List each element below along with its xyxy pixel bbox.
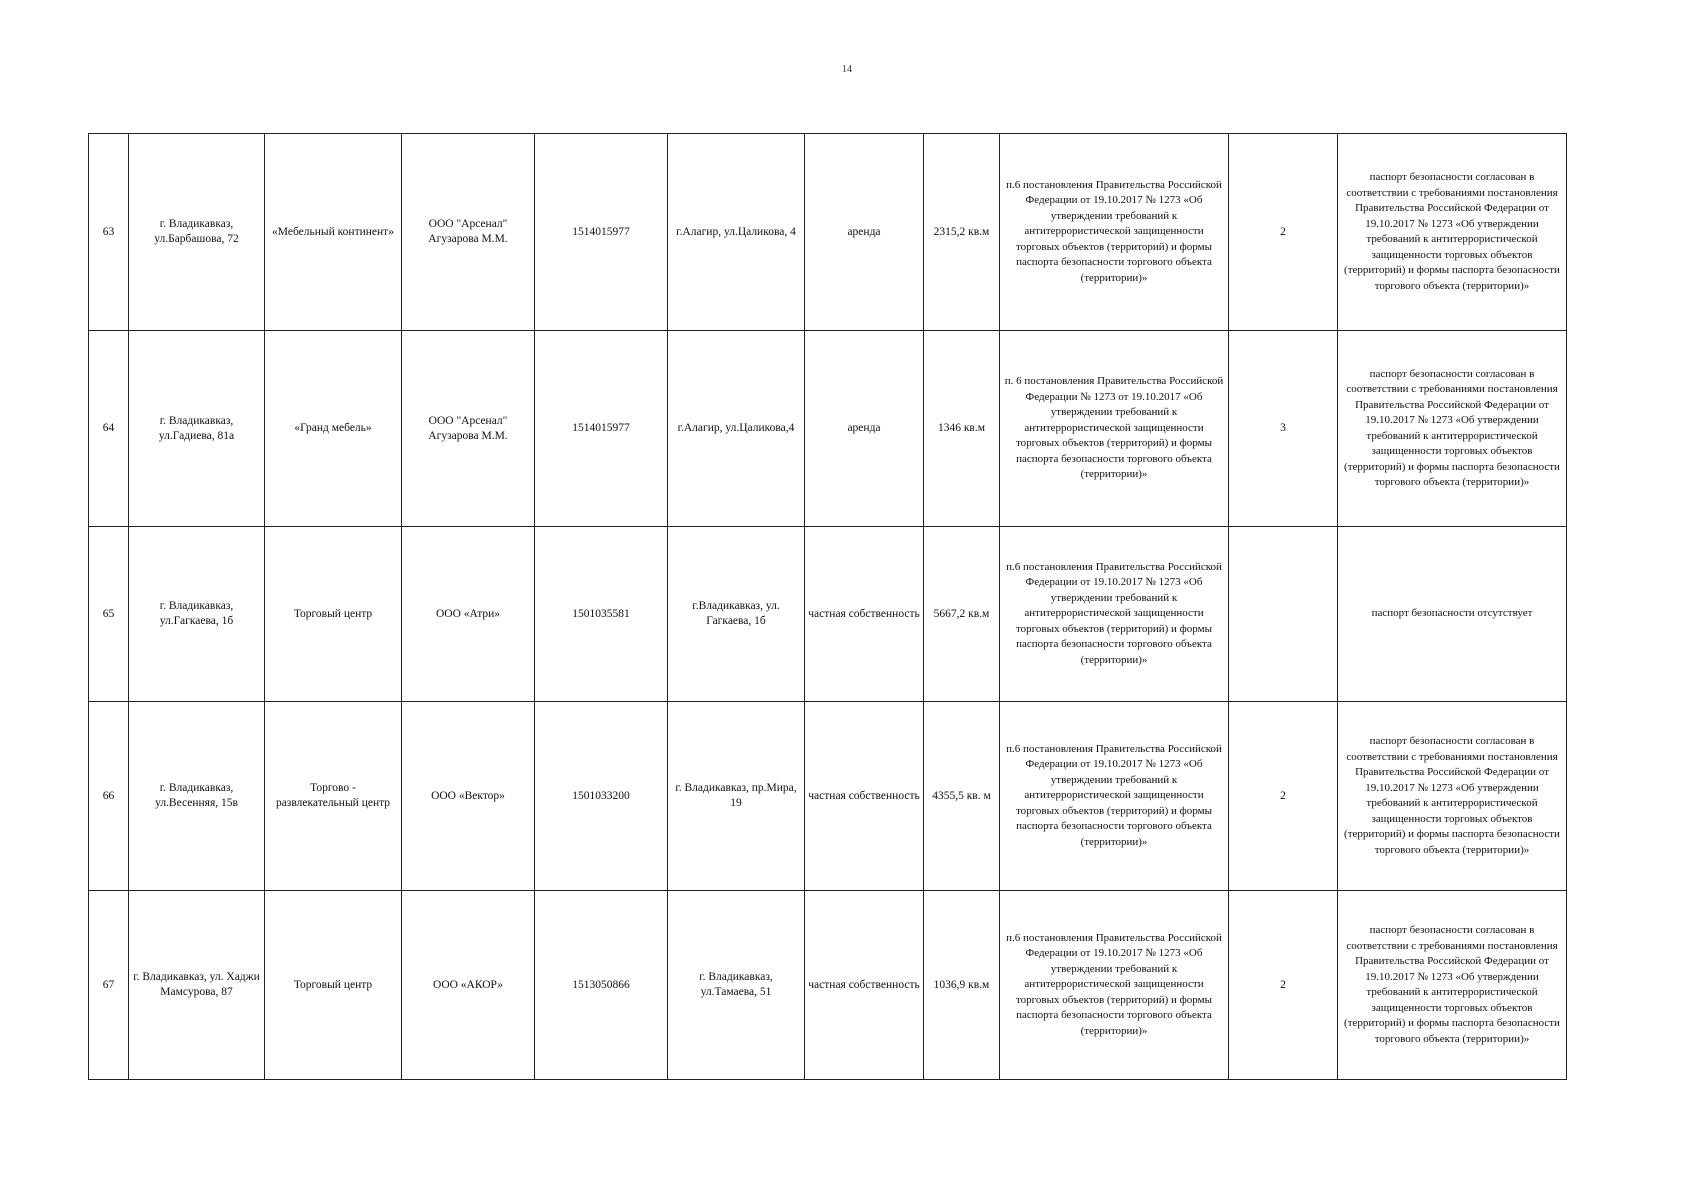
owner-legal-address: г.Алагир, ул.Цаликова, 4 xyxy=(668,134,805,331)
object-area: 1346 кв.м xyxy=(924,331,1000,527)
object-area: 5667,2 кв.м xyxy=(924,527,1000,702)
passport-status: паспорт безопасности согласован в соответствии с требованиями постановления Правительства Российской Федерации от 19.10.2017 № 1273 «Об утверждении требований к антитеррористической защищенности торговых объектов (территорий) и формы паспорта безопасности торгового объекта (территории)» xyxy=(1338,331,1567,527)
legal-basis: п.6 постановления Правительства Российской Федерации от 19.10.2017 № 1273 «Об утверждении требований к антитеррористической защищенности торговых объектов (территорий) и формы паспорта безопасности торгового объекта (территории)» xyxy=(1000,891,1229,1080)
table-row xyxy=(89,702,1567,891)
object-address: г. Владикавказ, ул.Гадиева, 81а xyxy=(129,331,265,527)
ownership-type: аренда xyxy=(805,331,924,527)
table-row xyxy=(89,527,1567,702)
owner-name: ООО «Вектор» xyxy=(402,702,535,891)
category: 3 xyxy=(1229,331,1338,527)
object-name: Торгово - развлекательный центр xyxy=(265,702,402,891)
owner-legal-address: г. Владикавказ, пр.Мира, 19 xyxy=(668,702,805,891)
object-address: г. Владикавказ, ул.Гагкаева, 1б xyxy=(129,527,265,702)
owner-name: ООО "Арсенал" Агузарова М.М. xyxy=(402,331,535,527)
owner-legal-address: г.Алагир, ул.Цаликова,4 xyxy=(668,331,805,527)
owner-inn: 1501033200 xyxy=(535,702,668,891)
category: 2 xyxy=(1229,134,1338,331)
ownership-type: частная собственность xyxy=(805,702,924,891)
object-area: 4355,5 кв. м xyxy=(924,702,1000,891)
row-number: 66 xyxy=(89,702,129,891)
ownership-type: частная собственность xyxy=(805,527,924,702)
ownership-type: аренда xyxy=(805,134,924,331)
object-name: «Гранд мебель» xyxy=(265,331,402,527)
object-area: 1036,9 кв.м xyxy=(924,891,1000,1080)
category: 2 xyxy=(1229,702,1338,891)
object-area: 2315,2 кв.м xyxy=(924,134,1000,331)
owner-inn: 1514015977 xyxy=(535,331,668,527)
owner-name: ООО "Арсенал" Агузарова М.М. xyxy=(402,134,535,331)
object-address: г. Владикавказ, ул.Барбашова, 72 xyxy=(129,134,265,331)
table-row xyxy=(89,134,1567,331)
legal-basis: п. 6 постановления Правительства Российской Федерации № 1273 от 19.10.2017 «Об утверждении требований к антитеррористической защищенности торговых объектов (территорий) и формы паспорта безопасности торгового объекта (территории)» xyxy=(1000,331,1229,527)
table-row xyxy=(89,891,1567,1080)
ownership-type: частная собственность xyxy=(805,891,924,1080)
page-number: 14 xyxy=(842,64,852,75)
legal-basis: п.6 постановления Правительства Российской Федерации от 19.10.2017 № 1273 «Об утверждении требований к антитеррористической защищенности торговых объектов (территорий) и формы паспорта безопасности торгового объекта (территории)» xyxy=(1000,702,1229,891)
owner-name: ООО «Атри» xyxy=(402,527,535,702)
owner-name: ООО «АКОР» xyxy=(402,891,535,1080)
object-address: г. Владикавказ, ул. Хаджи Мамсурова, 87 xyxy=(129,891,265,1080)
legal-basis: п.6 постановления Правительства Российской Федерации от 19.10.2017 № 1273 «Об утверждении требований к антитеррористической защищенности торговых объектов (территорий) и формы паспорта безопасности торгового объекта (территории)» xyxy=(1000,134,1229,331)
object-address: г. Владикавказ, ул.Весенняя, 15в xyxy=(129,702,265,891)
row-number: 64 xyxy=(89,331,129,527)
owner-legal-address: г. Владикавказ, ул.Тамаева, 51 xyxy=(668,891,805,1080)
owner-inn: 1501035581 xyxy=(535,527,668,702)
passport-status: паспорт безопасности отсутствует xyxy=(1338,527,1567,702)
registry-table xyxy=(88,133,1567,1080)
passport-status: паспорт безопасности согласован в соответствии с требованиями постановления Правительства Российской Федерации от 19.10.2017 № 1273 «Об утверждении требований к антитеррористической защищенности торговых объектов (территорий) и формы паспорта безопасности торгового объекта (территории)» xyxy=(1338,134,1567,331)
owner-inn: 1513050866 xyxy=(535,891,668,1080)
passport-status: паспорт безопасности согласован в соответствии с требованиями постановления Правительства Российской Федерации от 19.10.2017 № 1273 «Об утверждении требований к антитеррористической защищенности торговых объектов (территорий) и формы паспорта безопасности торгового объекта (территории)» xyxy=(1338,702,1567,891)
category xyxy=(1229,527,1338,702)
object-name: «Мебельный континент» xyxy=(265,134,402,331)
row-number: 67 xyxy=(89,891,129,1080)
table-row xyxy=(89,331,1567,527)
owner-inn: 1514015977 xyxy=(535,134,668,331)
object-name: Торговый центр xyxy=(265,527,402,702)
object-name: Торговый центр xyxy=(265,891,402,1080)
owner-legal-address: г.Владикавказ, ул. Гагкаева, 1б xyxy=(668,527,805,702)
legal-basis: п.6 постановления Правительства Российской Федерации от 19.10.2017 № 1273 «Об утверждении требований к антитеррористической защищенности торговых объектов (территорий) и формы паспорта безопасности торгового объекта (территории)» xyxy=(1000,527,1229,702)
passport-status: паспорт безопасности согласован в соответствии с требованиями постановления Правительства Российской Федерации от 19.10.2017 № 1273 «Об утверждении требований к антитеррористической защищенности торговых объектов (территорий) и формы паспорта безопасности торгового объекта (территории)» xyxy=(1338,891,1567,1080)
row-number: 63 xyxy=(89,134,129,331)
category: 2 xyxy=(1229,891,1338,1080)
row-number: 65 xyxy=(89,527,129,702)
